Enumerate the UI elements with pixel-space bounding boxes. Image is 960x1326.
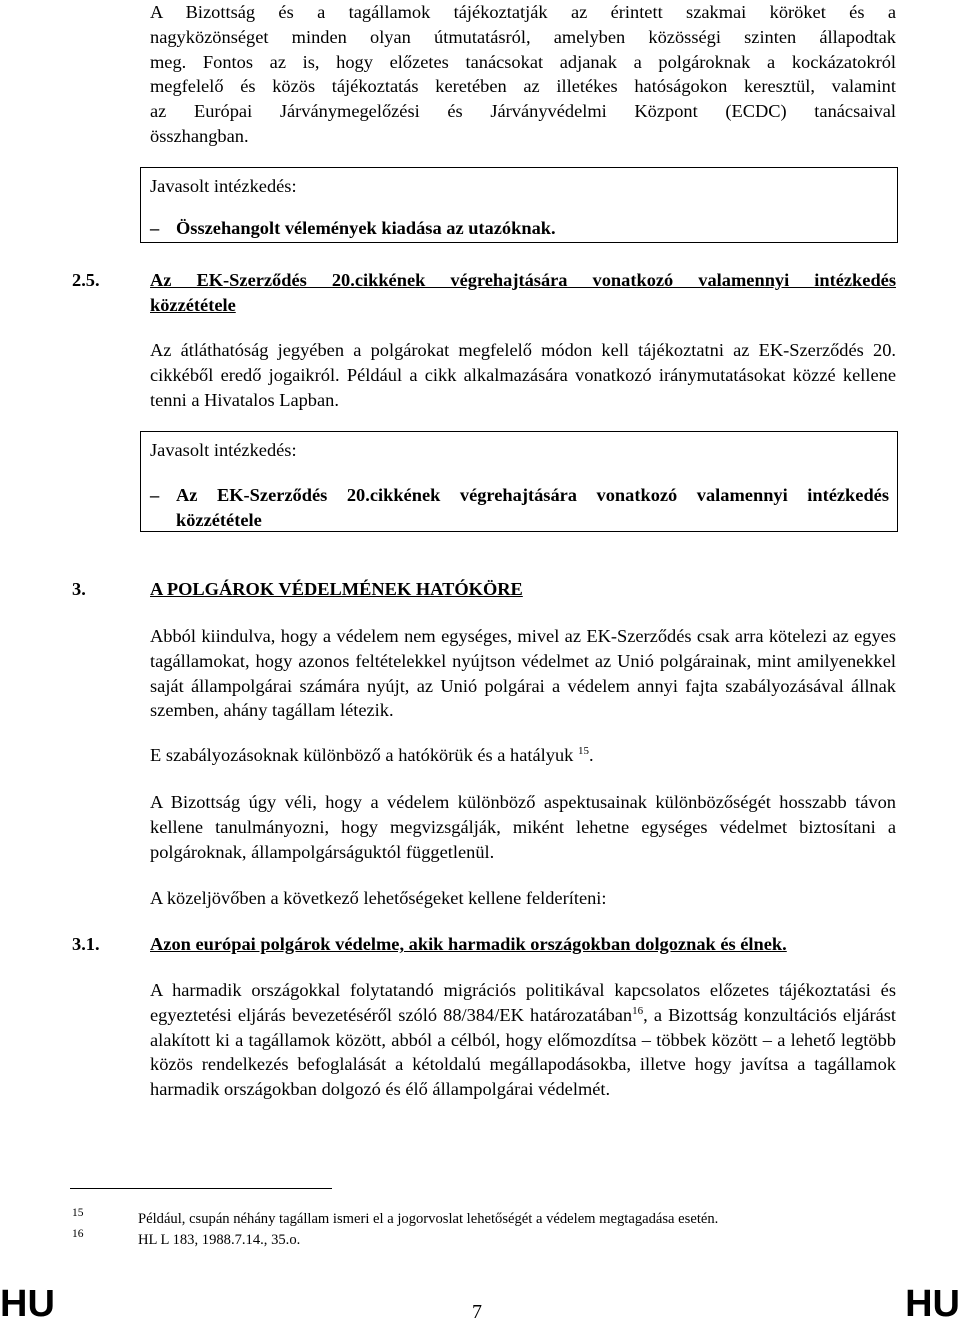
intro-line: nagyközönséget minden olyan útmutatásról, amelyben közösségi szinten állapodtak (150, 26, 896, 47)
footnote-number: 15 (72, 1207, 84, 1219)
intro-line: A Bizottság és a tagállamok tájékoztatják az érintett szakmai köröket és a (150, 2, 896, 22)
footnote-ref: 16 (632, 1004, 644, 1017)
section-title-line: közzététele (150, 294, 236, 315)
dash-bullet: – (150, 485, 160, 505)
section-title (150, 268, 896, 318)
section-number: 3. (72, 579, 86, 599)
recommended-action-text: Összehangolt vélemények kiadása az utazóknak. (176, 218, 556, 238)
intro-line: meg. Fontos az is, hogy előzetes tanácsokat adjanak a polgároknak a kockázatokról (150, 51, 896, 72)
section-title: Azon európai polgárok védelme, akik harmadik országokban dolgoznak és élnek. (150, 934, 787, 954)
footnote-number: 16 (72, 1228, 84, 1240)
footnote-text: Például, csupán néhány tagállam ismeri el a jogorvoslat lehetőségét a védelem megtagadása esetén. (138, 1211, 719, 1227)
section-paragraph (150, 978, 896, 1102)
recommended-action-label: Javasolt intézkedés: (150, 176, 297, 196)
intro-line: megfelelő és közös tájékoztatás keretében az illetékes hatóságokon keresztül, valamint (150, 76, 896, 97)
language-code-left: HU (0, 1283, 55, 1325)
paragraph-text: A harmadik országokkal folytatandó migrációs politikával kapcsolatos előzetes tájékoztatási és egyeztetési eljárás bevezetéséről szóló 88/384/EK határozatában (150, 980, 896, 1025)
section-title-line: Az EK-Szerződés 20.cikkének végrehajtására vonatkozó valamennyi intézkedés (150, 270, 896, 290)
paragraph-text: , a Bizottság konzultációs eljárást alakított ki a tagállamok között, abból a célból, hogy előmozdítsa – többek között – a lehető legtöbb közös rendelkezés befoglalását a kétoldalú megállapodásokba, illetve hogy javítsa a tagállamok harmadik országokban dolgozó és élő állampolgárai védelmét. (150, 1004, 896, 1100)
recommended-action-box (140, 167, 898, 243)
recommended-action-box (140, 431, 898, 532)
intro-paragraph (150, 0, 896, 149)
section-number: 3.1. (72, 934, 100, 954)
intro-line: összhangban. (150, 125, 249, 146)
section-number: 2.5. (72, 270, 100, 290)
footnote-text: HL L 183, 1988.7.14., 35.o. (138, 1232, 301, 1248)
paragraph-text: . (588, 745, 594, 765)
section-paragraph (150, 743, 896, 768)
section-paragraph: Abból kiindulva, hogy a védelem nem egységes, mivel az EK-Szerződés csak arra kötelezi az egyes tagállamokat, hogy azonos feltételekkel nyújtson védelmet az Unió polgárainak, mint amilyenekkel saját állampolgárai számára nyújt, az Unió polgárai a védelem annyi fajta szabályozásával állnak szemben, ahány tagállam létezik. (150, 626, 896, 721)
dash-bullet: – (150, 218, 160, 238)
section-paragraph: A Bizottság úgy véli, hogy a védelem különböző aspektusainak különbözőségét hosszabb távon kellene tanulmányozni, hogy megvizsgálják, miként lehetne egységes védelmet biztosítani a polgároknak, állampolgárságuktól függetlenül. (150, 792, 896, 862)
page-number: 7 (472, 1301, 482, 1323)
paragraph-text: E szabályozásoknak különböző a hatókörük és a hatályuk (150, 745, 574, 765)
language-code-right: HU (905, 1283, 960, 1325)
section-paragraph: A közeljövőben a következő lehetőségeket kellene felderíteni: (150, 888, 607, 908)
recommended-action-label: Javasolt intézkedés: (150, 440, 297, 460)
section-title: A POLGÁROK VÉDELMÉNEK HATÓKÖRE (150, 579, 523, 599)
section-paragraph: Az átláthatóság jegyében a polgárokat megfelelő módon kell tájékoztatni az EK-Szerződés 20. cikkéből eredő jogaikról. Például a cikk alkalmazására vonatkozó iránymutatásokat közzé kellene tenni a Hivatalos Lapban. (150, 340, 896, 410)
footnote-separator (70, 1188, 332, 1189)
recommended-action-text: Az EK-Szerződés 20.cikkének végrehajtására vonatkozó valamennyi intézkedés közzététele (176, 485, 889, 530)
footnote-ref: 15 (577, 744, 589, 757)
intro-line: az Európai Járványmegelőzési és Járványvédelmi Központ (ECDC) tanácsaival (150, 101, 896, 122)
